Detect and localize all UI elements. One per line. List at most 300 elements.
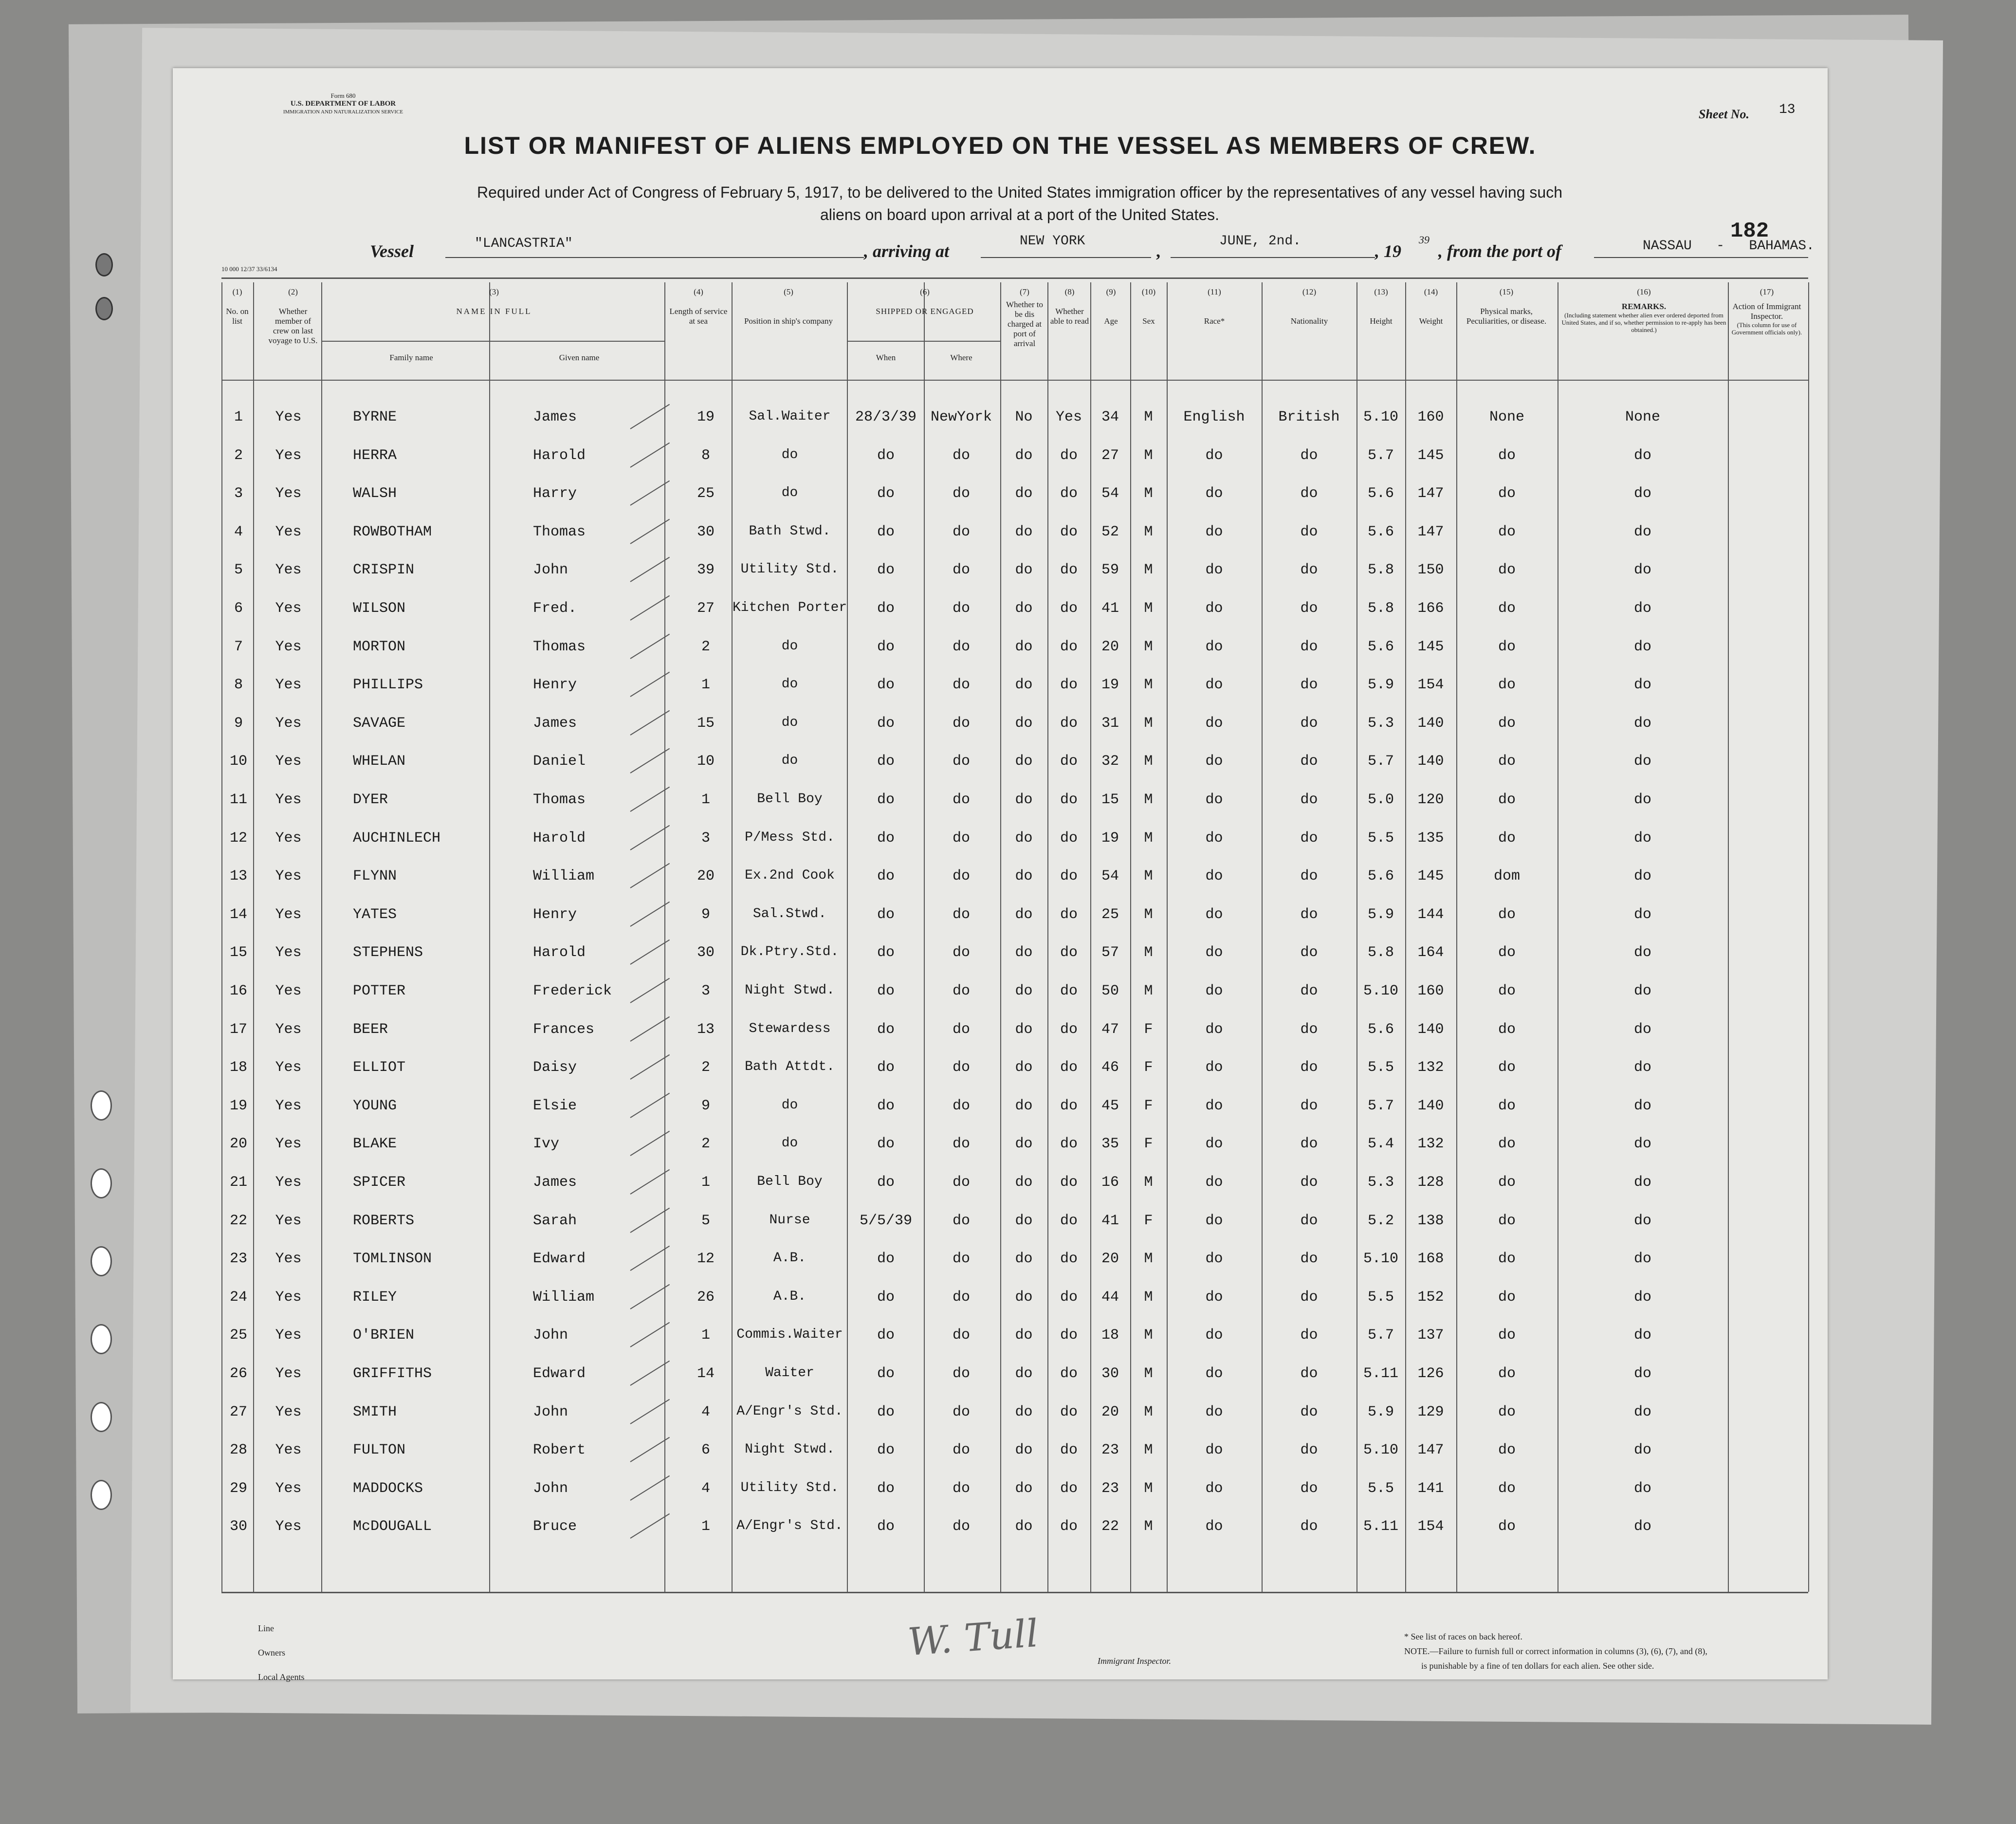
cell-race: do <box>1205 1327 1223 1344</box>
cell-dis: do <box>1015 1098 1033 1114</box>
cell-dis: do <box>1015 830 1033 847</box>
cell-service: 4 <box>701 1404 710 1420</box>
cell-marks: do <box>1498 1098 1516 1114</box>
column-rule <box>1808 282 1809 1592</box>
cell-dis: do <box>1015 868 1033 884</box>
column-rule <box>1130 282 1131 1592</box>
cell-weight: 160 <box>1417 983 1444 999</box>
cell-nat: do <box>1300 753 1318 770</box>
cell-weight: 141 <box>1417 1480 1444 1497</box>
cell-position: do <box>781 1098 798 1113</box>
cell-height: 5.9 <box>1367 906 1394 923</box>
cell-marks: do <box>1498 1404 1516 1420</box>
cell-dis: do <box>1015 944 1033 961</box>
cell-height: 5.10 <box>1363 983 1398 999</box>
cell-where: do <box>952 792 970 808</box>
cell-height: 5.8 <box>1367 562 1394 578</box>
cell-nat: do <box>1300 1518 1318 1535</box>
cell-family: POTTER <box>353 983 406 999</box>
cell-when: do <box>877 562 895 578</box>
cell-remarks: do <box>1633 677 1651 693</box>
cell-remarks: do <box>1633 830 1651 847</box>
col-label: Whether member of crew on last voyage to U.S. <box>268 307 318 345</box>
cell-given: Harry <box>533 485 577 502</box>
cell-age: 19 <box>1101 830 1119 847</box>
cell-given: Sarah <box>533 1213 577 1229</box>
cell-prev: Yes <box>275 1174 302 1191</box>
cell-where: do <box>952 983 970 999</box>
cell-remarks: do <box>1633 1098 1651 1114</box>
cell-read: do <box>1060 944 1078 961</box>
cell-race: do <box>1205 792 1223 808</box>
cell-race: do <box>1205 1021 1223 1038</box>
cell-prev: Yes <box>275 983 302 999</box>
cell-position: A/Engr's Std. <box>736 1404 843 1419</box>
cell-age: 20 <box>1101 1251 1119 1267</box>
cell-family: WALSH <box>353 485 397 502</box>
cell-family: SAVAGE <box>353 715 406 732</box>
cell-race: do <box>1205 1289 1223 1306</box>
col-number: (1) <box>232 287 242 296</box>
cell-when: do <box>877 1136 895 1152</box>
col-number: (15) <box>1499 287 1514 296</box>
cell-when: do <box>877 830 895 847</box>
cell-service: 3 <box>701 983 710 999</box>
stamp-number: 182 <box>1730 219 1769 243</box>
cell-remarks: do <box>1633 447 1651 464</box>
cell-when: do <box>877 1289 895 1306</box>
cell-family: CRISPIN <box>353 562 415 578</box>
cell-no: 22 <box>229 1213 247 1229</box>
cell-remarks: do <box>1633 1174 1651 1191</box>
cell-service: 3 <box>701 830 710 847</box>
cell-marks: do <box>1498 1174 1516 1191</box>
cell-read: do <box>1060 1251 1078 1267</box>
cell-dis: do <box>1015 1289 1033 1306</box>
cell-where: do <box>952 524 970 540</box>
cell-sex: M <box>1144 1251 1153 1267</box>
cell-family: SMITH <box>353 1404 397 1420</box>
cell-when: do <box>877 600 895 617</box>
cell-race: do <box>1205 1213 1223 1229</box>
cell-given: Daisy <box>533 1059 577 1076</box>
cell-race: do <box>1205 868 1223 884</box>
cell-given: Thomas <box>533 524 586 540</box>
cell-weight: 140 <box>1417 1021 1444 1038</box>
cell-when: 28/3/39 <box>855 409 917 425</box>
arrival-port: NEW YORK <box>1020 234 1085 249</box>
col-6-header <box>849 287 1000 316</box>
cell-prev: Yes <box>275 485 302 502</box>
cell-sex: M <box>1144 1480 1153 1497</box>
cell-prev: Yes <box>275 1021 302 1038</box>
cell-remarks: do <box>1633 715 1651 732</box>
col-note: (This column for use of Government officials only). <box>1731 321 1802 336</box>
cell-given: William <box>533 868 595 884</box>
cell-marks: do <box>1498 447 1516 464</box>
cell-no: 25 <box>229 1327 247 1344</box>
cell-position: Bath Attdt. <box>745 1059 835 1074</box>
cell-position: do <box>781 485 798 500</box>
subheader-rule <box>321 341 664 342</box>
cell-age: 15 <box>1101 792 1119 808</box>
cell-dis: do <box>1015 906 1033 923</box>
col-label: Weight <box>1419 316 1443 326</box>
col-2-header <box>266 287 320 346</box>
cell-no: 18 <box>229 1059 247 1076</box>
cell-sex: M <box>1144 1365 1153 1382</box>
cell-read: do <box>1060 1518 1078 1535</box>
column-rule <box>1262 282 1263 1592</box>
cell-age: 34 <box>1101 409 1119 425</box>
cell-age: 23 <box>1101 1480 1119 1497</box>
cell-sex: M <box>1144 1327 1153 1344</box>
cell-family: FULTON <box>353 1442 406 1458</box>
cell-prev: Yes <box>275 1251 302 1267</box>
column-rule <box>253 282 254 1592</box>
cell-nat: do <box>1300 600 1318 617</box>
cell-given: Elsie <box>533 1098 577 1114</box>
cell-family: STEPHENS <box>353 944 423 961</box>
col-15-header <box>1458 287 1555 326</box>
cell-dis: do <box>1015 485 1033 502</box>
cell-race: do <box>1205 715 1223 732</box>
cell-weight: 168 <box>1417 1251 1444 1267</box>
cell-sex: M <box>1144 1404 1153 1420</box>
cell-no: 7 <box>234 639 243 655</box>
cell-marks: do <box>1498 1480 1516 1497</box>
cell-service: 27 <box>696 600 715 617</box>
cell-position: A/Engr's Std. <box>736 1518 843 1533</box>
cell-given: Edward <box>533 1365 586 1382</box>
cell-age: 41 <box>1101 1213 1119 1229</box>
cell-given: Robert <box>533 1442 586 1458</box>
cell-remarks: do <box>1633 1518 1651 1535</box>
cell-race: do <box>1205 1098 1223 1114</box>
cell-sex: M <box>1144 409 1153 425</box>
cell-prev: Yes <box>275 753 302 770</box>
cell-when: do <box>877 868 895 884</box>
race-note: * See list of races on back hereof. <box>1404 1632 1522 1641</box>
cell-marks: do <box>1498 639 1516 655</box>
cell-race: do <box>1205 1518 1223 1535</box>
cell-read: do <box>1060 677 1078 693</box>
cell-service: 8 <box>701 447 710 464</box>
department-name: U.S. DEPARTMENT OF LABOR <box>290 100 396 108</box>
arrival-year: 39 <box>1419 234 1430 246</box>
cell-no: 23 <box>229 1251 247 1267</box>
column-rule <box>1000 282 1001 1592</box>
cell-weight: 154 <box>1417 677 1444 693</box>
cell-prev: Yes <box>275 1404 302 1420</box>
cell-dis: do <box>1015 1404 1033 1420</box>
sheet-label: Sheet No. <box>1699 107 1749 121</box>
cell-age: 54 <box>1101 868 1119 884</box>
given-name-header: Given name <box>559 353 600 362</box>
cell-height: 5.5 <box>1367 830 1394 847</box>
cell-dis: do <box>1015 447 1033 464</box>
cell-height: 5.3 <box>1367 715 1394 732</box>
cell-race: do <box>1205 677 1223 693</box>
cell-position: Sal.Waiter <box>749 409 831 424</box>
cell-nat: do <box>1300 1289 1318 1306</box>
cell-given: John <box>533 1404 568 1420</box>
cell-sex: M <box>1144 447 1153 464</box>
cell-age: 23 <box>1101 1442 1119 1458</box>
cell-service: 1 <box>701 792 710 808</box>
cell-when: do <box>877 1098 895 1114</box>
column-rule <box>1356 282 1357 1592</box>
cell-nat: do <box>1300 906 1318 923</box>
col-label: Height <box>1370 316 1393 326</box>
from-underline <box>1594 257 1808 258</box>
column-rule <box>1090 282 1091 1592</box>
col-10-header <box>1132 287 1166 326</box>
cell-race: do <box>1205 1251 1223 1267</box>
col-14-header <box>1407 287 1455 326</box>
cell-service: 4 <box>701 1480 710 1497</box>
cell-marks: do <box>1498 792 1516 808</box>
cell-service: 26 <box>696 1289 715 1306</box>
vessel-label: Vessel <box>370 241 414 261</box>
cell-weight: 164 <box>1417 944 1444 961</box>
cell-where: do <box>952 830 970 847</box>
cell-sex: F <box>1144 1098 1153 1114</box>
cell-service: 20 <box>696 868 715 884</box>
cell-dis: do <box>1015 524 1033 540</box>
col-label: Race* <box>1204 316 1225 326</box>
cell-when: do <box>877 639 895 655</box>
departure-port: NASSAU - BAHAMAS. <box>1643 239 1814 254</box>
cell-when: do <box>877 1404 895 1420</box>
cell-given: James <box>533 715 577 732</box>
col-16-header <box>1560 287 1728 333</box>
cell-remarks: do <box>1633 1289 1651 1306</box>
cell-dis: do <box>1015 983 1033 999</box>
col-number: (5) <box>784 287 793 296</box>
cell-read: do <box>1060 715 1078 732</box>
col-number: (3) <box>489 287 499 296</box>
cell-dis: do <box>1015 1442 1033 1458</box>
cell-position: do <box>781 639 798 654</box>
col-number: (14) <box>1424 287 1438 296</box>
cell-height: 5.7 <box>1367 1327 1394 1344</box>
col-number: (7) <box>1020 287 1029 296</box>
cell-dis: do <box>1015 1365 1033 1382</box>
cell-read: do <box>1060 1174 1078 1191</box>
cell-remarks: do <box>1633 1365 1651 1382</box>
cell-age: 45 <box>1101 1098 1119 1114</box>
cell-no: 19 <box>229 1098 247 1114</box>
cell-given: Ivy <box>533 1136 560 1152</box>
cell-prev: Yes <box>275 1213 302 1229</box>
cell-dis: do <box>1015 639 1033 655</box>
cell-marks: do <box>1498 485 1516 502</box>
cell-given: Thomas <box>533 792 586 808</box>
line-label: Line <box>258 1623 274 1633</box>
cell-height: 5.10 <box>1363 1251 1398 1267</box>
cell-when: do <box>877 1327 895 1344</box>
cell-sex: M <box>1144 830 1153 847</box>
cell-service: 1 <box>701 1518 710 1535</box>
cell-weight: 166 <box>1417 600 1444 617</box>
arriving-label: , arriving at <box>864 241 950 261</box>
col-label: NAME IN FULL <box>456 307 532 316</box>
cell-read: Yes <box>1055 409 1082 425</box>
cell-given: Henry <box>533 677 577 693</box>
cell-given: Harold <box>533 447 586 464</box>
cell-given: Harold <box>533 830 586 847</box>
cell-given: John <box>533 1327 568 1344</box>
cell-remarks: do <box>1633 792 1651 808</box>
cell-no: 11 <box>229 792 247 808</box>
cell-no: 16 <box>229 983 247 999</box>
cell-race: do <box>1205 562 1223 578</box>
cell-height: 5.9 <box>1367 677 1394 693</box>
column-rule <box>1728 282 1729 1592</box>
cell-family: ELLIOT <box>353 1059 406 1076</box>
cell-when: do <box>877 1365 895 1382</box>
cell-height: 5.7 <box>1367 1098 1394 1114</box>
cell-sex: M <box>1144 562 1153 578</box>
cell-given: Edward <box>533 1251 586 1267</box>
cell-nat: British <box>1278 409 1340 425</box>
cell-age: 47 <box>1101 1021 1119 1038</box>
cell-family: HERRA <box>353 447 397 464</box>
cell-where: do <box>952 562 970 578</box>
page-title: LIST OR MANIFEST OF ALIENS EMPLOYED ON THE VESSEL AS MEMBERS OF CREW. <box>464 132 1537 159</box>
cell-height: 5.6 <box>1367 868 1394 884</box>
cell-remarks: do <box>1633 753 1651 770</box>
cell-no: 8 <box>234 677 243 693</box>
subtitle-line-1: Required under Act of Congress of February 5, 1917, to be delivered to the United States immigration officer by the representatives of any vessel having such <box>477 184 1562 201</box>
cell-position: Stewardess <box>749 1021 831 1036</box>
cell-dis: do <box>1015 1136 1033 1152</box>
cell-where: do <box>952 485 970 502</box>
cell-marks: do <box>1498 1365 1516 1382</box>
cell-height: 5.4 <box>1367 1136 1394 1152</box>
col-17-header <box>1730 287 1803 336</box>
cell-sex: M <box>1144 1442 1153 1458</box>
cell-age: 27 <box>1101 447 1119 464</box>
cell-sex: M <box>1144 1518 1153 1535</box>
cell-prev: Yes <box>275 792 302 808</box>
cell-height: 5.5 <box>1367 1059 1394 1076</box>
cell-weight: 140 <box>1417 753 1444 770</box>
cell-age: 35 <box>1101 1136 1119 1152</box>
cell-dis: do <box>1015 1174 1033 1191</box>
cell-service: 9 <box>701 1098 710 1114</box>
cell-marks: do <box>1498 1251 1516 1267</box>
cell-family: AUCHINLECH <box>353 830 441 847</box>
cell-read: do <box>1060 1327 1078 1344</box>
cell-service: 14 <box>696 1365 715 1382</box>
cell-when: do <box>877 944 895 961</box>
cell-when: do <box>877 1480 895 1497</box>
cell-read: do <box>1060 1136 1078 1152</box>
col-1-header <box>224 287 251 326</box>
cell-where: do <box>952 677 970 693</box>
cell-sex: M <box>1144 906 1153 923</box>
cell-marks: do <box>1498 600 1516 617</box>
cell-read: do <box>1060 562 1078 578</box>
cell-service: 1 <box>701 677 710 693</box>
cell-when: do <box>877 524 895 540</box>
cell-where: do <box>952 944 970 961</box>
cell-service: 25 <box>696 485 715 502</box>
form-number: Form 680 <box>330 92 356 99</box>
from-label: , from the port of <box>1438 241 1562 261</box>
cell-race: do <box>1205 753 1223 770</box>
cell-read: do <box>1060 983 1078 999</box>
cell-marks: do <box>1498 830 1516 847</box>
cell-given: Frederick <box>533 983 612 999</box>
cell-weight: 137 <box>1417 1327 1444 1344</box>
cell-age: 22 <box>1101 1518 1119 1535</box>
cell-remarks: do <box>1633 1213 1651 1229</box>
cell-prev: Yes <box>275 1327 302 1344</box>
cell-marks: do <box>1498 1442 1516 1458</box>
cell-remarks: do <box>1633 983 1651 999</box>
when-header: When <box>876 353 896 362</box>
cell-when: do <box>877 792 895 808</box>
cell-family: ROWBOTHAM <box>353 524 432 540</box>
cell-family: ROBERTS <box>353 1213 415 1229</box>
cell-weight: 132 <box>1417 1059 1444 1076</box>
cell-family: BLAKE <box>353 1136 397 1152</box>
manifest-sheet <box>173 68 1828 1682</box>
cell-sex: M <box>1144 677 1153 693</box>
cell-weight: 126 <box>1417 1365 1444 1382</box>
cell-prev: Yes <box>275 524 302 540</box>
col-label: Sex <box>1142 316 1155 326</box>
cell-height: 5.3 <box>1367 1174 1394 1191</box>
cell-position: Utility Std. <box>740 1480 839 1495</box>
cell-read: do <box>1060 1213 1078 1229</box>
cell-where: do <box>952 1174 970 1191</box>
cell-race: do <box>1205 1136 1223 1152</box>
where-header: Where <box>950 353 972 362</box>
cell-service: 13 <box>696 1021 715 1038</box>
cell-weight: 154 <box>1417 1518 1444 1535</box>
cell-remarks: do <box>1633 944 1651 961</box>
cell-weight: 147 <box>1417 485 1444 502</box>
cell-height: 5.6 <box>1367 1021 1394 1038</box>
cell-race: do <box>1205 1442 1223 1458</box>
cell-service: 6 <box>701 1442 710 1458</box>
cell-dis: do <box>1015 1059 1033 1076</box>
cell-sex: M <box>1144 753 1153 770</box>
cell-family: PHILLIPS <box>353 677 423 693</box>
cell-marks: do <box>1498 944 1516 961</box>
year-prefix: , 19 <box>1375 241 1401 261</box>
cell-no: 1 <box>234 409 243 425</box>
cell-dis: do <box>1015 600 1033 617</box>
cell-where: do <box>952 1289 970 1306</box>
cell-sex: M <box>1144 715 1153 732</box>
cell-nat: do <box>1300 1480 1318 1497</box>
cell-no: 10 <box>229 753 247 770</box>
punch-hole <box>95 253 113 276</box>
cell-prev: Yes <box>275 409 302 425</box>
cell-when: do <box>877 1518 895 1535</box>
cell-remarks: do <box>1633 562 1651 578</box>
column-rule <box>321 282 322 1592</box>
cell-dis: do <box>1015 792 1033 808</box>
cell-weight: 135 <box>1417 830 1444 847</box>
cell-nat: do <box>1300 447 1318 464</box>
cell-nat: do <box>1300 830 1318 847</box>
